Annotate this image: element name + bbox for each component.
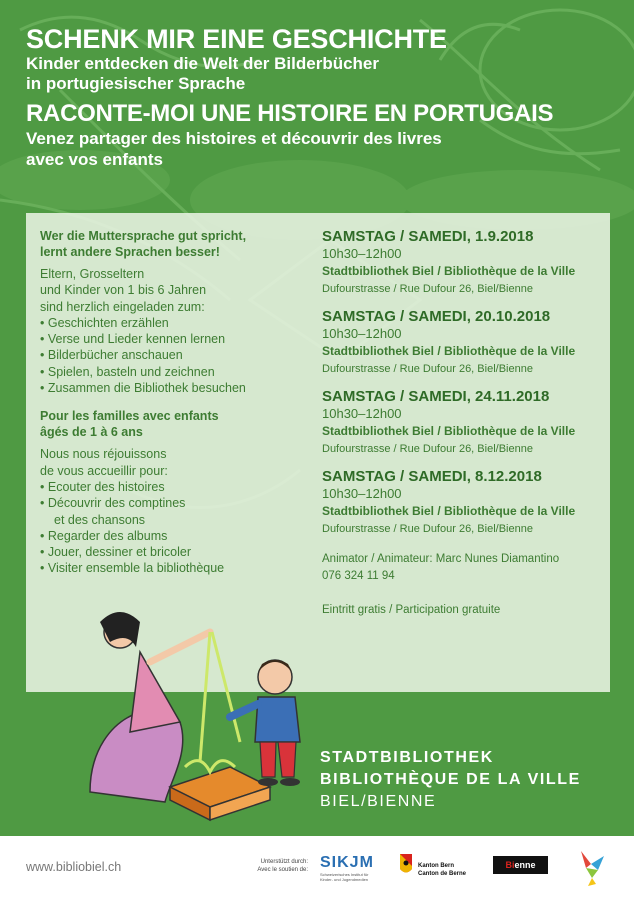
title-german: SCHENK MIR EINE GESCHICHTE: [26, 24, 447, 54]
bird-logo-icon: [576, 846, 606, 891]
sikjm-logo-text: SIKJM: [320, 854, 374, 871]
bern-text-fr: Canton de Berne: [418, 871, 467, 877]
bienne-logo-red: Bi: [505, 860, 515, 870]
list-item: • Spielen, basteln und zeichnen: [40, 364, 290, 380]
library-name-block: [320, 747, 581, 813]
list-item: • Découvrir des comptines: [40, 495, 290, 511]
bern-text: [418, 862, 466, 878]
event-date: SAMSTAG / SAMEDI, 24.11.2018: [322, 388, 550, 405]
event-time: 10h30–12h00: [322, 326, 402, 341]
support-label-de: Unterstützt durch:: [260, 859, 308, 865]
contact-info: [322, 551, 612, 585]
event-item: [322, 388, 612, 457]
subtitle-german-line-1: Kinder entdecken die Welt der Bilderbücher: [26, 54, 379, 73]
french-intro: [40, 446, 290, 576]
library-name-german: STADTBIBLIOTHEK: [320, 749, 494, 766]
left-column: [40, 228, 290, 577]
event-date: SAMSTAG / SAMEDI, 1.9.2018: [322, 228, 534, 245]
event-time: 10h30–12h00: [322, 246, 402, 261]
header: [26, 24, 626, 170]
library-city: BIEL/BIENNE: [320, 793, 437, 810]
phone-number: 076 324 11 94: [322, 570, 395, 582]
bern-text-de: Kanton Bern: [418, 863, 454, 869]
sikjm-caption-2: Kinder- und Jugendmedien: [320, 877, 369, 882]
list-item-continuation: et des chansons: [54, 512, 146, 527]
animator-name: Animator / Animateur: Marc Nunes Diamantino: [322, 553, 560, 565]
german-lead-line-2: lernt andere Sprachen besser!: [40, 245, 220, 259]
german-intro-line-3: sind herzlich eingeladen zum:: [40, 299, 205, 314]
german-intro-line-2: und Kinder von 1 bis 6 Jahren: [40, 283, 207, 298]
list-item: • Visiter ensemble la bibliothèque: [40, 560, 290, 576]
french-intro-line-1: Nous nous réjouissons: [40, 447, 167, 462]
right-column: [322, 228, 612, 618]
german-activity-list: [40, 315, 290, 396]
french-activity-list: [40, 479, 290, 577]
library-name-french: BIBLIOTHÈQUE DE LA VILLE: [320, 771, 581, 788]
german-intro: [40, 266, 290, 396]
german-intro-line-1: Eltern, Grosseltern: [40, 267, 145, 281]
event-item: [322, 308, 612, 377]
list-item: • Geschichten erzählen: [40, 315, 290, 331]
list-item: • Verse und Lieder kennen lernen: [40, 331, 290, 347]
event-date: SAMSTAG / SAMEDI, 8.12.2018: [322, 468, 542, 485]
subtitle-french-line-1: Venez partager des histoires et découvrir des livres: [26, 129, 442, 148]
event-address: Dufourstrasse / Rue Dufour 26, Biel/Bienne: [322, 283, 533, 295]
support-label: [226, 858, 308, 874]
list-item: • Jouer, dessiner et bricoler: [40, 544, 290, 560]
event-time: 10h30–12h00: [322, 486, 402, 501]
bern-crest-icon: [400, 854, 412, 876]
event-library: Stadtbibliothek Biel / Bibliothèque de la Ville: [322, 424, 576, 438]
german-lead-line-1: Wer die Muttersprache gut spricht,: [40, 229, 247, 243]
event-time: 10h30–12h00: [322, 406, 402, 421]
event-library: Stadtbibliothek Biel / Bibliothèque de la Ville: [322, 344, 576, 358]
bienne-logo: [493, 856, 548, 874]
event-item: [322, 468, 612, 537]
french-lead-line-2: âgés de 1 à 6 ans: [40, 425, 143, 440]
subtitle-french-line-2: avec vos enfants: [26, 150, 164, 169]
event-date: SAMSTAG / SAMEDI, 20.10.2018: [322, 308, 551, 325]
event-library: Stadtbibliothek Biel / Bibliothèque de la Ville: [322, 504, 576, 518]
support-label-fr: Avec le soutien de:: [257, 867, 308, 873]
website-link[interactable]: www.bibliobiel.ch: [26, 860, 122, 874]
sikjm-caption-1: Schweizerisches Institut für: [320, 872, 369, 877]
title-french: RACONTE-MOI UNE HISTOIRE EN PORTUGAIS: [26, 100, 554, 127]
mother-child-book-illustration: [70, 592, 340, 832]
list-item: • Ecouter des histoires: [40, 479, 290, 495]
bienne-logo-white: enne: [514, 860, 536, 870]
french-intro-line-2: de vous accueillir pour:: [40, 463, 168, 478]
event-address: Dufourstrasse / Rue Dufour 26, Biel/Bienne: [322, 443, 533, 455]
event-address: Dufourstrasse / Rue Dufour 26, Biel/Bienne: [322, 363, 533, 375]
entry-info: Eintritt gratis / Participation gratuite: [322, 604, 501, 616]
german-lead: [40, 228, 290, 260]
subtitle-german-line-2: in portugiesischer Sprache: [26, 74, 246, 93]
event-library: Stadtbibliothek Biel / Bibliothèque de la Ville: [322, 264, 576, 278]
list-item: • Zusammen die Bibliothek besuchen: [40, 380, 290, 396]
footer: [0, 836, 634, 899]
event-item: [322, 228, 612, 297]
list-item: • Regarder des albums: [40, 528, 290, 544]
french-lead: [40, 408, 290, 440]
sikjm-logo: [320, 854, 374, 882]
canton-bern-logo: [400, 854, 466, 878]
french-lead-line-1: Pour les familles avec enfants: [40, 409, 219, 424]
list-item: • Bilderbücher anschauen: [40, 347, 290, 363]
event-address: Dufourstrasse / Rue Dufour 26, Biel/Bienne: [322, 523, 533, 535]
